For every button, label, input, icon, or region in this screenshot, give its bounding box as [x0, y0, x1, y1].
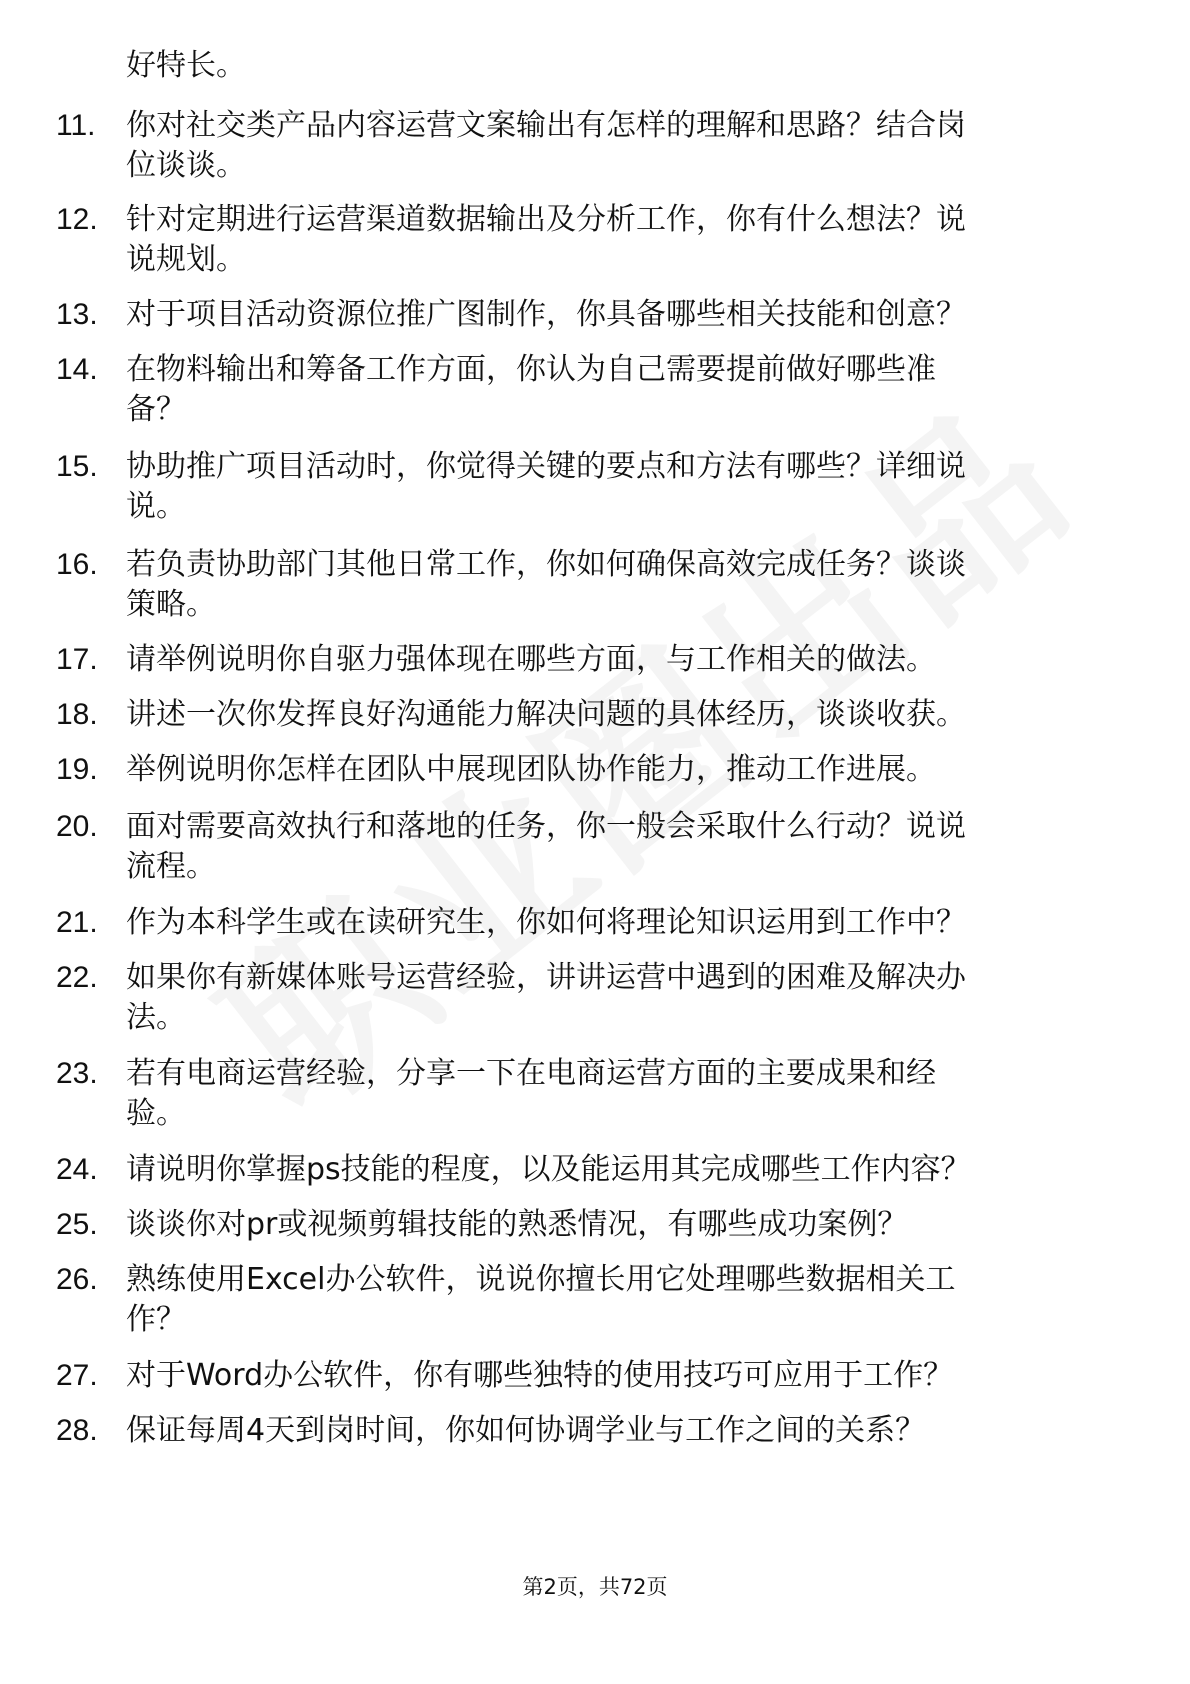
page-footer: 第2页，共72页: [522, 1575, 668, 1599]
question-text: 你对社交类产品内容运营文案输出有怎样的理解和思路？结合岗 位谈谈。: [126, 108, 966, 183]
question-number: 28.: [56, 1414, 98, 1447]
question-number: 22.: [56, 961, 98, 994]
question-number: 17.: [56, 643, 98, 676]
question-number: 19.: [56, 753, 98, 786]
question-number: 24.: [56, 1153, 98, 1186]
question-number: 15.: [56, 450, 98, 483]
question-number: 20.: [56, 810, 98, 843]
question-number: 21.: [56, 906, 98, 939]
question-text: 讲述一次你发挥良好沟通能力解决问题的具体经历，谈谈收获。: [126, 697, 966, 732]
question-number: 12.: [56, 203, 98, 236]
question-text: 请举例说明你自驱力强体现在哪些方面，与工作相关的做法。: [126, 642, 936, 677]
question-number: 16.: [56, 548, 98, 581]
question-number: 11.: [56, 109, 96, 142]
question-text: 请说明你掌握ps技能的程度，以及能运用其完成哪些工作内容？: [126, 1152, 971, 1187]
question-number: 25.: [56, 1208, 98, 1241]
question-text: 若负责协助部门其他日常工作，你如何确保高效完成任务？谈谈 策略。: [126, 547, 966, 622]
question-text: 作为本科学生或在读研究生，你如何将理论知识运用到工作中？: [126, 905, 966, 940]
question-number: 18.: [56, 698, 98, 731]
question-text: 对于Word办公软件，你有哪些独特的使用技巧可应用于工作？: [126, 1358, 954, 1393]
question-text: 好特长。: [126, 48, 246, 83]
question-text: 保证每周4天到岗时间，你如何协调学业与工作之间的关系？: [126, 1413, 926, 1448]
question-text: 协助推广项目活动时，你觉得关键的要点和方法有哪些？详细说 说。: [126, 449, 966, 524]
question-text: 如果你有新媒体账号运营经验，讲讲运营中遇到的困难及解决办 法。: [126, 960, 966, 1035]
question-text: 谈谈你对pr或视频剪辑技能的熟悉情况，有哪些成功案例？: [126, 1207, 908, 1242]
question-number: 13.: [56, 298, 98, 331]
question-number: 23.: [56, 1057, 98, 1090]
question-number: 26.: [56, 1263, 98, 1296]
question-text: 针对定期进行运营渠道数据输出及分析工作，你有什么想法？说 说规划。: [126, 202, 966, 277]
question-text: 熟练使用Excel办公软件，说说你擅长用它处理哪些数据相关工 作？: [126, 1262, 956, 1337]
question-number: 14.: [56, 353, 98, 386]
question-text: 在物料输出和筹备工作方面，你认为自己需要提前做好哪些准 备？: [126, 352, 936, 427]
question-text: 面对需要高效执行和落地的任务，你一般会采取什么行动？说说 流程。: [126, 809, 966, 884]
question-number: 27.: [56, 1359, 98, 1392]
question-text: 举例说明你怎样在团队中展现团队协作能力，推动工作进展。: [126, 752, 936, 787]
question-text: 对于项目活动资源位推广图制作，你具备哪些相关技能和创意？: [126, 297, 966, 332]
question-text: 若有电商运营经验，分享一下在电商运营方面的主要成果和经 验。: [126, 1056, 936, 1131]
